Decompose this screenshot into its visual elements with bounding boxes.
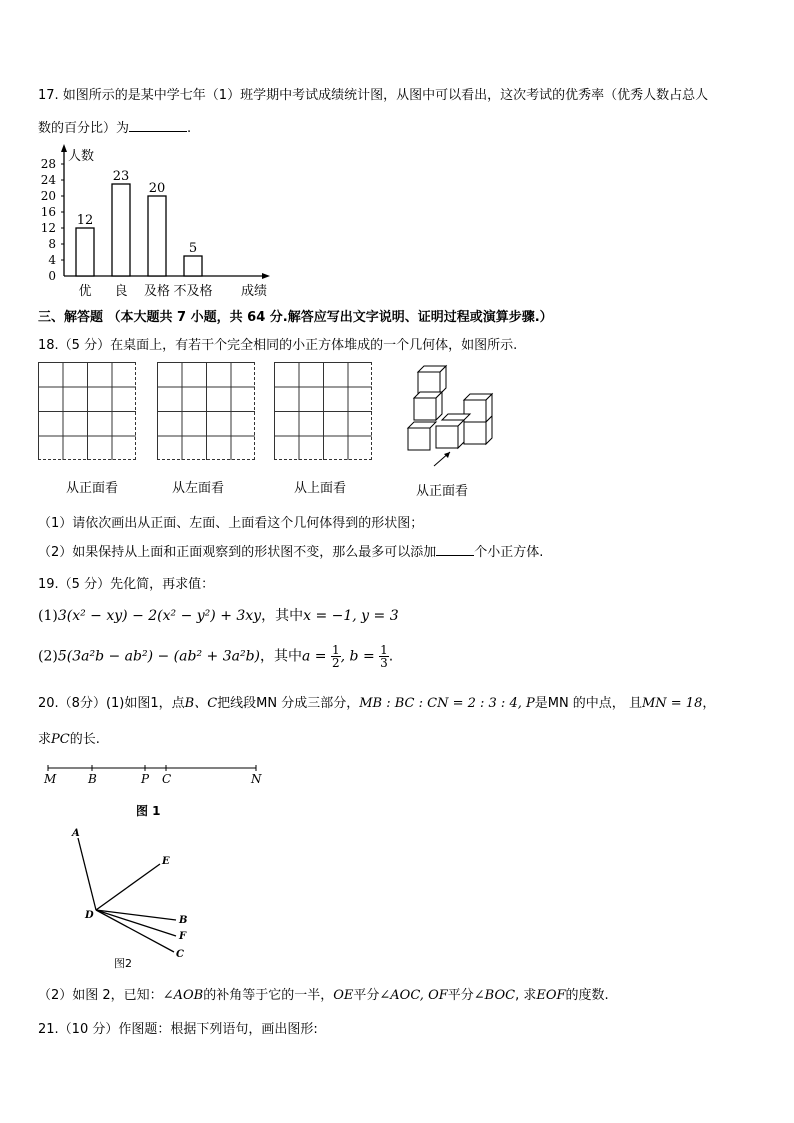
text: 20.（8分）(1)如图1，点 — [38, 696, 185, 711]
condition-prefix: ，其中 — [261, 608, 304, 624]
q20-line2 — [38, 728, 100, 747]
y-tick-label: 0 — [48, 269, 56, 283]
y-axis-arrow — [61, 144, 67, 152]
a-eq: a = — [302, 648, 327, 665]
q17-line2-text: 数的百分比）为 — [38, 121, 130, 136]
text: 平分 — [353, 988, 380, 1003]
ratio: MB : BC : CN = 2 : 3 : 4, — [359, 696, 522, 711]
ray-of: OF — [428, 988, 448, 1003]
segment-pc: PC — [51, 732, 70, 747]
points-bc: B、C — [184, 696, 218, 711]
caption-front-view: 从正面看 — [66, 481, 119, 496]
angle-figure-2 — [64, 826, 204, 966]
b-eq: , b = — [340, 648, 375, 665]
front-view-grid — [38, 362, 136, 460]
angle-aob: ∠AOB — [162, 988, 204, 1003]
text: 的长. — [69, 732, 100, 747]
y-tick-label: 28 — [40, 157, 56, 171]
y-tick-label: 12 — [40, 221, 56, 235]
segment-figure-1 — [38, 758, 268, 788]
label-n: N — [251, 772, 262, 786]
bar-value-label: 5 — [188, 241, 198, 256]
q18-part1: （1）请依次画出从正面、左面、上面看这个几何体得到的形状图； — [38, 516, 424, 531]
caption-figure-front: 从正面看 — [416, 484, 469, 499]
ray-oe: OE — [333, 988, 354, 1003]
label-c: C — [162, 772, 172, 786]
y-axis-label: 人数 — [68, 149, 95, 164]
mn-length: MN = 18 — [641, 696, 703, 711]
caption-top-view: 从上面看 — [294, 481, 347, 496]
q18-part2-end: 个小正方体. — [474, 545, 544, 560]
text: （2）如图 2，已知： — [38, 988, 163, 1003]
q20-part2 — [38, 984, 609, 1003]
label-c: C — [176, 949, 184, 960]
category-label: 优 — [78, 284, 92, 299]
comma: ， — [702, 696, 716, 711]
q20-line1 — [38, 692, 715, 711]
y-tick-label: 16 — [40, 205, 56, 219]
text: 的度数. — [565, 988, 609, 1003]
text: 求 — [38, 732, 52, 747]
y-tick-label: 20 — [40, 189, 56, 203]
expression: 3(x² − xy) − 2(x² − y²) + 3xy — [57, 608, 262, 624]
q18-part2-text: （2）如果保持从上面和正面观察到的形状图不变，那么最多可以添加 — [38, 545, 437, 560]
label-a: A — [72, 828, 80, 839]
y-tick-label: 24 — [40, 173, 56, 187]
y-tick-label: 4 — [48, 253, 56, 267]
bar-value-label: 23 — [112, 169, 130, 184]
category-label: 良 — [114, 284, 128, 299]
bar — [76, 228, 94, 276]
top-view-grid — [274, 362, 372, 460]
answer-blank — [436, 543, 474, 556]
bar — [184, 256, 202, 276]
text: 平分 — [447, 988, 474, 1003]
q18-stem: 18.（5 分）在桌面上，有若干个完全相同的小正方体堆成的一个几何体，如图所示. — [38, 338, 518, 353]
bar-value-label: 12 — [76, 213, 94, 228]
category-label: 及格 — [143, 284, 171, 299]
answer-blank — [129, 119, 187, 132]
angle-eof: EOF — [536, 988, 566, 1003]
point-p: P — [525, 696, 535, 711]
angle-aoc: ∠AOC, — [379, 988, 424, 1003]
q19-stem: 19.（5 分）先化简，再求值： — [38, 577, 215, 592]
bar — [148, 196, 166, 276]
label: (1) — [38, 608, 58, 624]
bar-chart — [30, 142, 290, 304]
left-view-grid — [157, 362, 255, 460]
label-p: P — [141, 772, 150, 786]
q21-stem: 21.（10 分）作图题：根据下列语句，画出图形: — [38, 1022, 318, 1037]
bar-value-label: 20 — [148, 181, 166, 196]
q19-expr2 — [38, 644, 393, 669]
section-3-heading: 三、解答题 （本大题共 7 小题，共 64 分.解答应写出文字说明、证明过程或演算步骤.） — [38, 310, 553, 325]
condition-prefix: ，其中 — [260, 648, 302, 665]
text: , 求 — [515, 988, 537, 1003]
label-e: E — [162, 856, 170, 867]
label-m: M — [44, 772, 57, 786]
label: (2) — [38, 648, 58, 665]
category-label: 不及格 — [173, 284, 213, 299]
fraction-half: $\frac{1}{2}$ — [331, 643, 340, 670]
text: 是MN 的中点， 且 — [534, 696, 642, 711]
text: 把线段MN 分成三部分， — [217, 696, 360, 711]
expression: 5(3a²b − ab²) − (ab² + 3a²b) — [57, 648, 260, 665]
cube-stack-figure — [402, 360, 502, 470]
caption-left-view: 从左面看 — [172, 481, 225, 496]
x-axis-arrow — [262, 273, 270, 279]
q17-period: . — [187, 121, 192, 136]
bar — [112, 184, 130, 276]
angle-boc: ∠BOC — [473, 988, 516, 1003]
x-axis-label: 成绩 — [240, 284, 268, 299]
label-d: D — [85, 910, 94, 921]
q18-part2 — [38, 541, 543, 560]
q17-line1: 17. 如图所示的是某中学七年（1）班学期中考试成绩统计图，从图中可以看出，这次考试的优秀率（优秀人数占总人 — [38, 88, 709, 103]
label-b: B — [88, 772, 97, 786]
end-period: . — [388, 648, 394, 665]
fraction-third: $\frac{1}{3}$ — [380, 643, 388, 670]
figure-1-caption: 图 1 — [136, 804, 161, 818]
text: 的补角等于它的一半， — [203, 988, 334, 1003]
label-f: F — [179, 931, 187, 942]
label-b: B — [179, 915, 188, 926]
figure-2-caption: 图2 — [114, 957, 132, 970]
condition: x = −1, y = 3 — [303, 608, 399, 624]
q17-line2 — [38, 117, 191, 136]
y-tick-label: 8 — [48, 237, 56, 251]
q19-expr1 — [38, 605, 399, 625]
